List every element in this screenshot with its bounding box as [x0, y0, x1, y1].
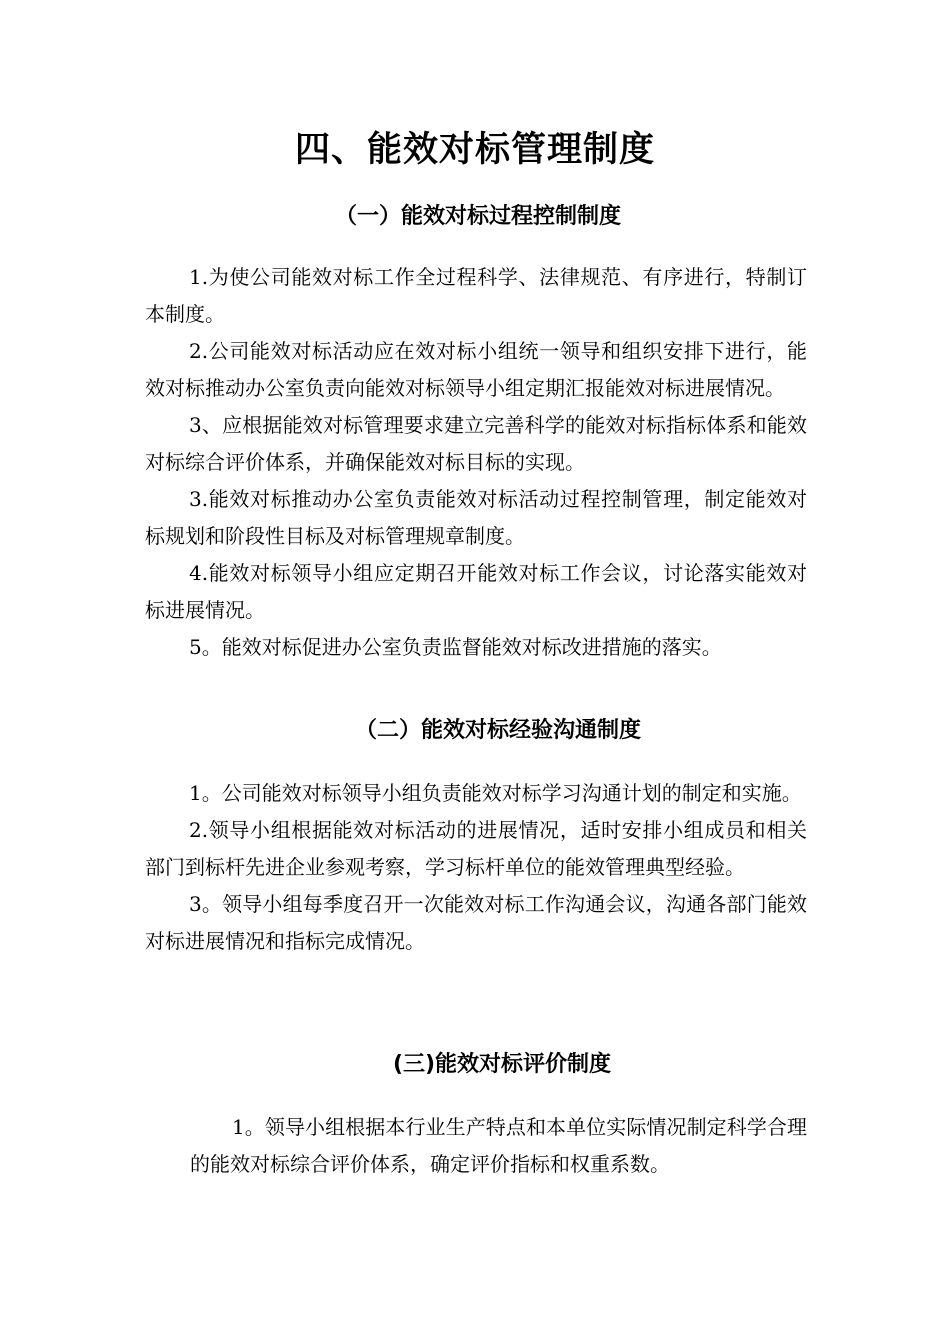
paragraph: 1。领导小组根据本行业生产特点和本单位实际情况制定科学合理的能效对标综合评价体系，确定评价指标和权重系数。 — [190, 1115, 807, 1176]
section-3-body — [190, 1109, 807, 1183]
paragraph: 4.能效对标领导小组应定期召开能效对标工作会议，讨论落实能效对标进展情况。 — [145, 561, 807, 622]
section-heading-3: (三)能效对标评价制度 — [392, 1052, 612, 1077]
document-title: 四、能效对标管理制度 — [294, 130, 655, 170]
section-heading-2: （二）能效对标经验沟通制度 — [354, 718, 641, 743]
paragraph: 3.能效对标推动办公室负责能效对标活动过程控制管理，制定能效对标规划和阶段性目标及对标管理规章制度。 — [145, 487, 807, 548]
paragraph: 5。能效对标促进办公室负责监督能效对标改进措施的落实。 — [189, 635, 722, 659]
section-heading-1: （一）能效对标过程控制制度 — [334, 204, 621, 229]
paragraph: 3。领导小组每季度召开一次能效对标工作沟通会议，沟通各部门能效对标进展情况和指标完成情况。 — [145, 892, 807, 953]
section-1-body — [145, 259, 807, 666]
section-2-body — [145, 775, 807, 960]
paragraph: 2.公司能效对标活动应在效对标小组统一领导和组织安排下进行，能效对标推动办公室负责向能效对标领导小组定期汇报能效对标进展情况。 — [145, 339, 807, 400]
paragraph: 2.领导小组根据能效对标活动的进展情况，适时安排小组成员和相关部门到标杆先进企业参观考察，学习标杆单位的能效管理典型经验。 — [145, 818, 807, 879]
paragraph: 1.为使公司能效对标工作全过程科学、法律规范、有序进行，特制订本制度。 — [145, 265, 807, 326]
paragraph: 1。公司能效对标领导小组负责能效对标学习沟通计划的制定和实施。 — [189, 781, 802, 805]
paragraph: 3、应根据能效对标管理要求建立完善科学的能效对标指标体系和能效对标综合评价体系，并确保能效对标目标的实现。 — [145, 413, 807, 474]
